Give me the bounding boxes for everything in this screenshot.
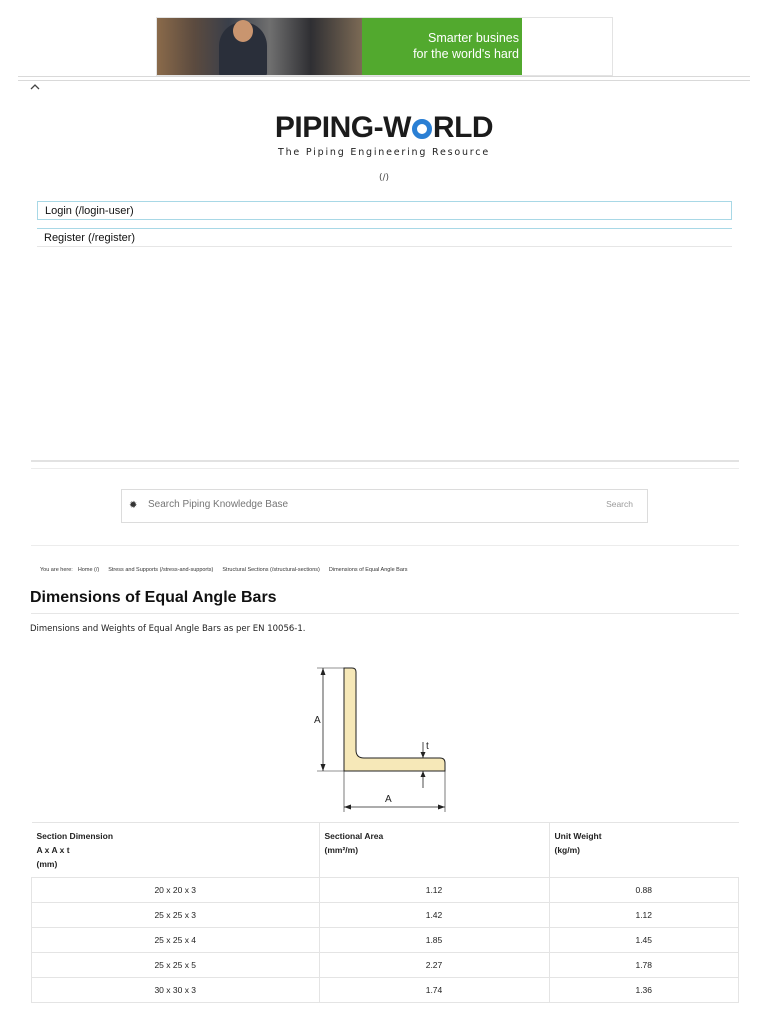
breadcrumb-stress-supports[interactable]: Stress and Supports (/stress-and-supports) — [108, 567, 214, 573]
header-sectional-area: Sectional Area (mm²/m) — [319, 823, 549, 878]
breadcrumb-lead: You are here: — [40, 567, 73, 573]
ad-text: Smarter busines for the world's hard — [413, 31, 519, 61]
cell-weight: 1.12 — [549, 903, 739, 928]
header-section-dimension: Section Dimension A x A x t (mm) — [32, 823, 320, 878]
register-link[interactable]: Register (/register) — [37, 228, 732, 247]
arrowhead — [321, 668, 326, 675]
cell-area: 1.85 — [319, 928, 549, 953]
page-subtitle: Dimensions and Weights of Equal Angle Bars as per EN 10056-1. — [30, 624, 306, 634]
arrowhead — [438, 805, 445, 810]
home-link[interactable]: (/) — [378, 173, 390, 183]
table-row — [32, 953, 739, 978]
cell-weight: 1.36 — [549, 978, 739, 1003]
cell-weight: 0.88 — [549, 878, 739, 903]
divider — [31, 613, 739, 614]
arrowhead — [344, 805, 351, 810]
cell-area: 1.74 — [319, 978, 549, 1003]
gear-icon: ✹ — [129, 500, 138, 511]
arrowhead — [421, 752, 426, 758]
breadcrumb-home[interactable]: Home (/) — [77, 567, 100, 573]
search-bar — [121, 489, 648, 523]
ad-person-head — [233, 20, 253, 42]
cell-dimension: 25 x 25 x 5 — [32, 953, 320, 978]
table-row — [32, 903, 739, 928]
cell-dimension: 25 x 25 x 4 — [32, 928, 320, 953]
chevron-up-icon[interactable] — [30, 80, 40, 95]
breadcrumb-current: Dimensions of Equal Angle Bars — [328, 567, 408, 573]
cell-dimension: 30 x 30 x 3 — [32, 978, 320, 1003]
label-t: t — [426, 741, 429, 752]
divider — [31, 468, 739, 469]
breadcrumb — [40, 567, 416, 573]
label-a-bottom: A — [385, 794, 392, 805]
table-row — [32, 928, 739, 953]
search-input[interactable] — [148, 499, 548, 510]
label-a-side: A — [314, 715, 321, 726]
table-header-row — [32, 823, 739, 878]
cell-weight: 1.45 — [549, 928, 739, 953]
divider — [18, 76, 750, 77]
logo-o-ring — [412, 119, 432, 139]
search-button[interactable]: Search — [606, 499, 633, 509]
cell-weight: 1.78 — [549, 953, 739, 978]
header-unit-weight: Unit Weight (kg/m) — [549, 823, 739, 878]
angle-bar-diagram — [300, 660, 460, 815]
table-row — [32, 878, 739, 903]
site-logo[interactable]: PIPING-W RLD — [274, 111, 494, 144]
table-row — [32, 978, 739, 1003]
arrowhead — [421, 771, 426, 777]
angle-bar-shape — [344, 668, 445, 771]
ad-banner[interactable] — [156, 17, 613, 76]
cell-dimension: 20 x 20 x 3 — [32, 878, 320, 903]
divider — [31, 460, 739, 462]
divider — [31, 545, 739, 546]
cell-area: 2.27 — [319, 953, 549, 978]
dimensions-table — [31, 822, 739, 1003]
cell-area: 1.42 — [319, 903, 549, 928]
divider — [18, 80, 750, 81]
cell-area: 1.12 — [319, 878, 549, 903]
login-link[interactable]: Login (/login-user) — [37, 201, 732, 220]
arrowhead — [321, 764, 326, 771]
breadcrumb-structural-sections[interactable]: Structural Sections (/structural-sections) — [222, 567, 320, 573]
site-tagline: The Piping Engineering Resource — [278, 147, 490, 158]
page-title: Dimensions of Equal Angle Bars — [30, 589, 277, 606]
cell-dimension: 25 x 25 x 3 — [32, 903, 320, 928]
